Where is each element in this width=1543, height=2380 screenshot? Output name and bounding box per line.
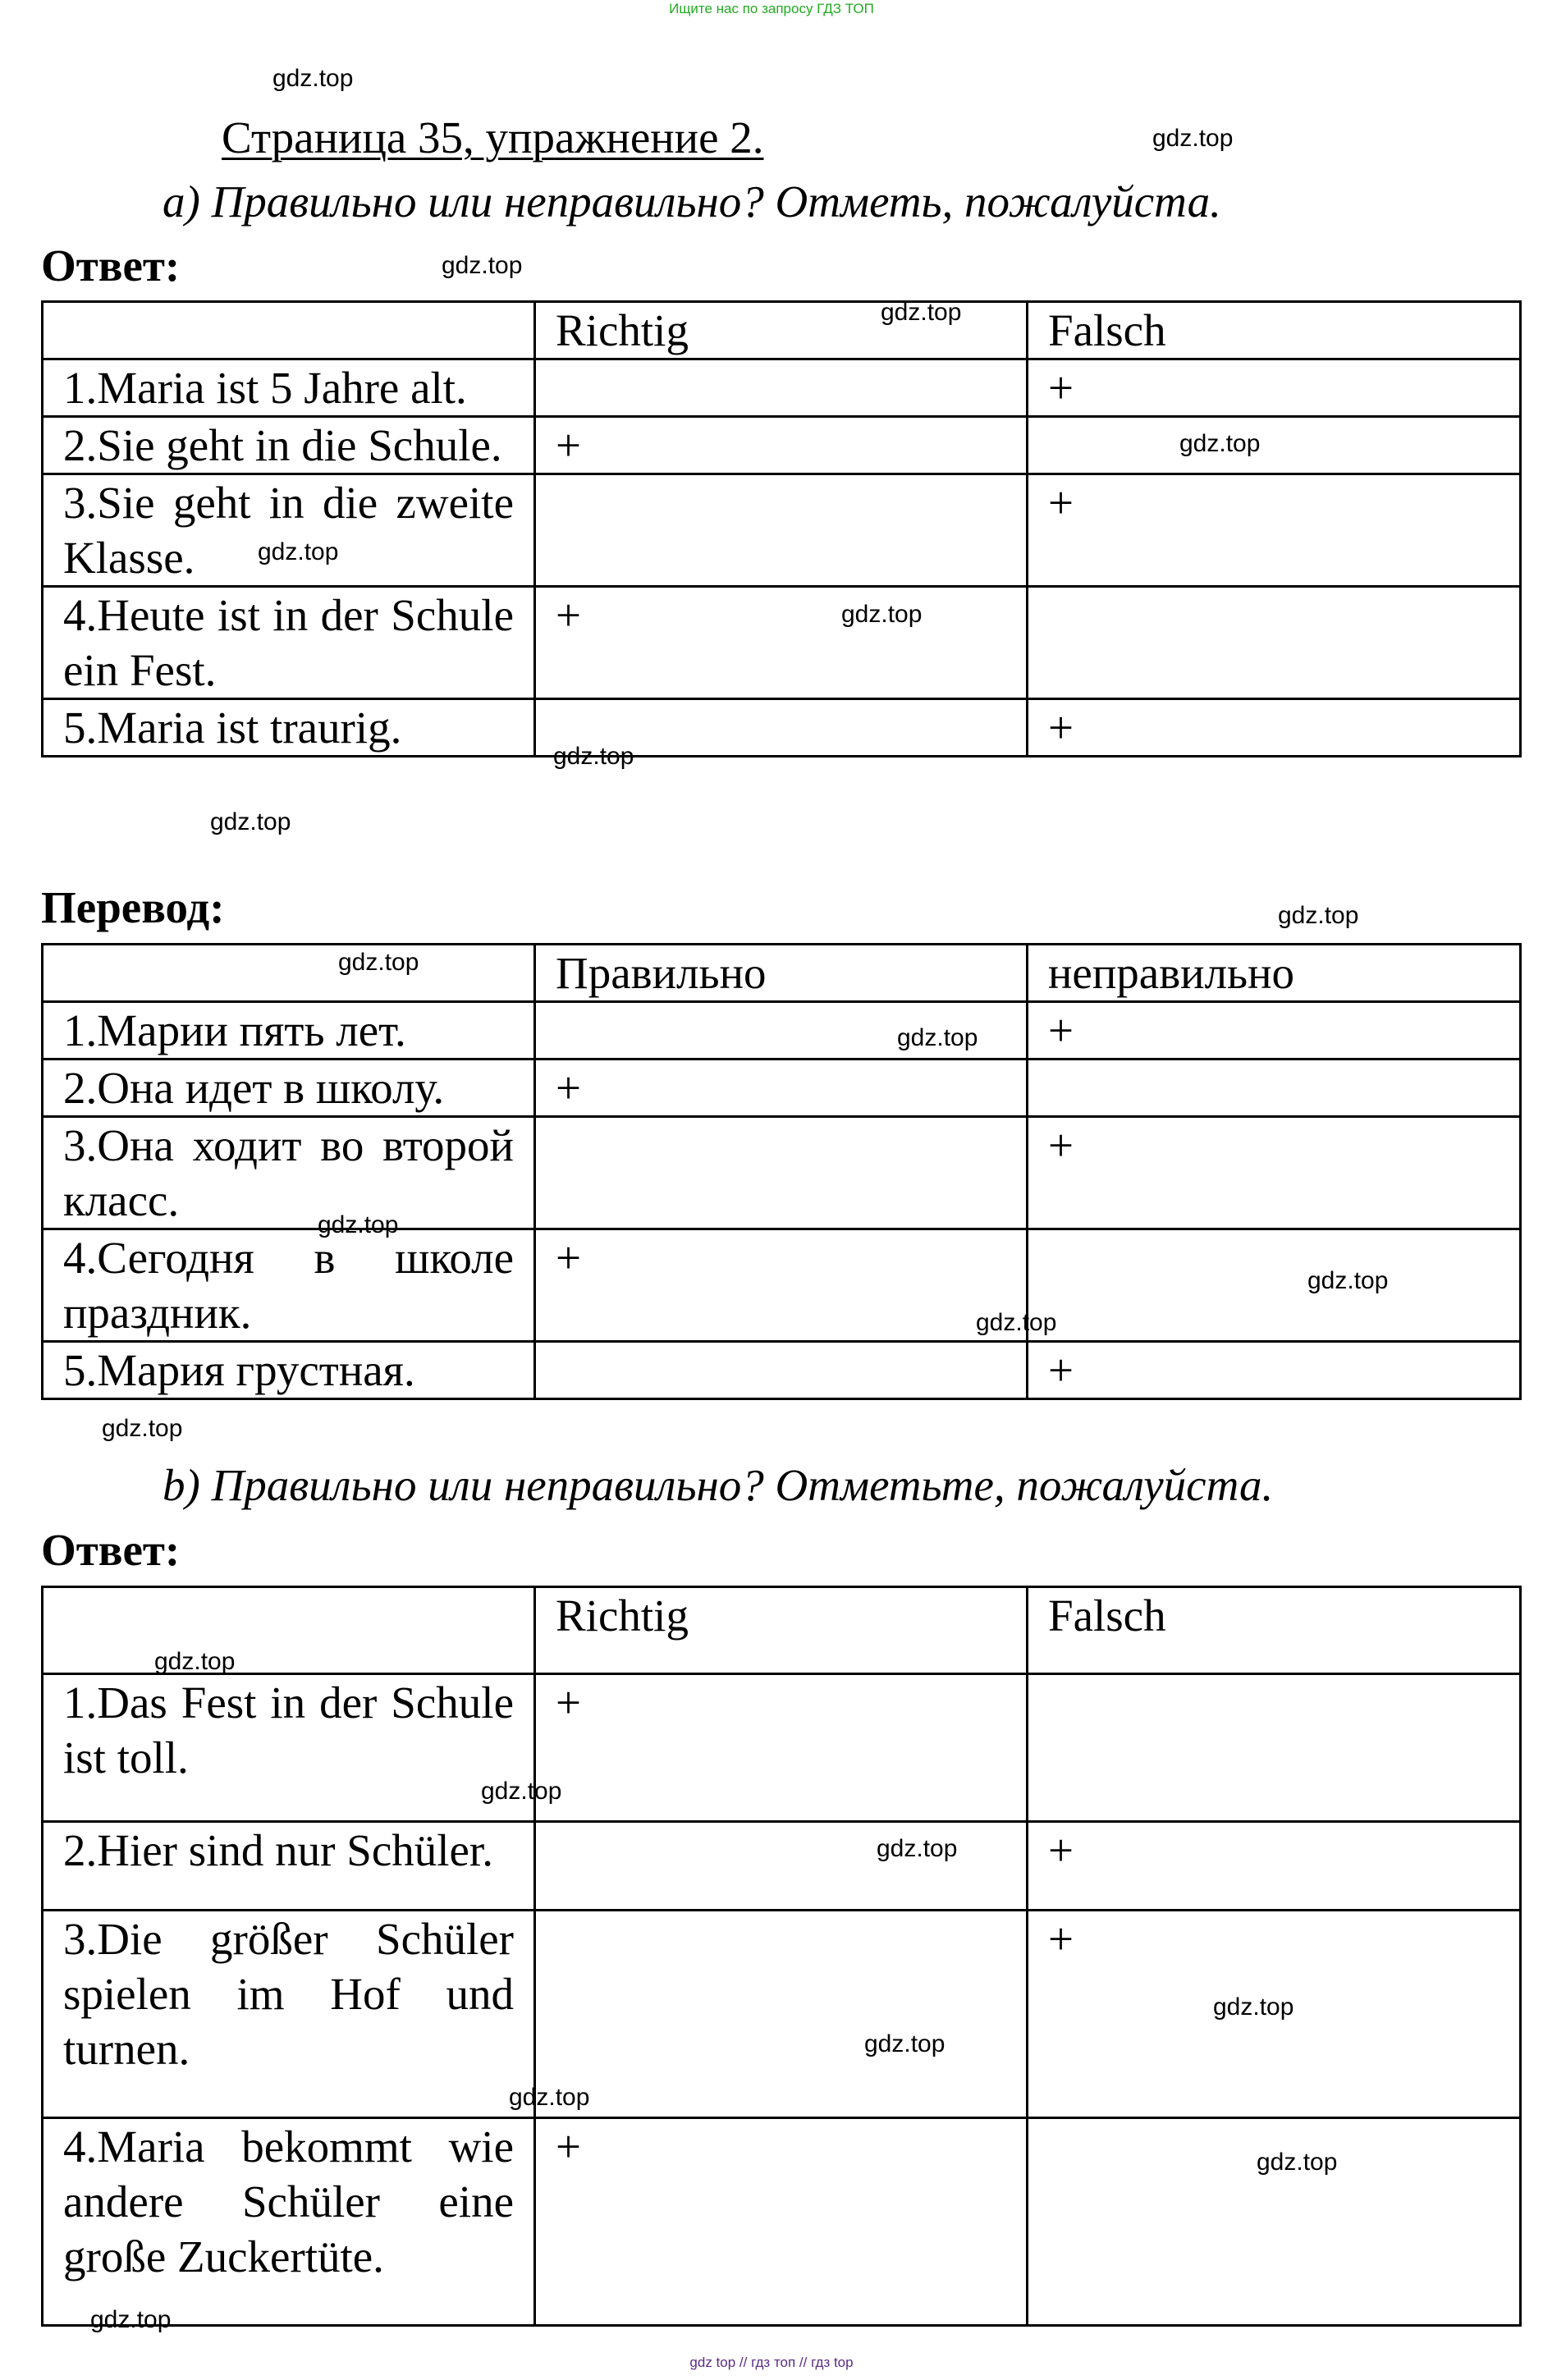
table-header-row — [43, 1587, 1521, 1674]
table-row — [43, 2118, 1521, 2326]
mark-cell — [1028, 1229, 1521, 1342]
table-row — [43, 359, 1521, 417]
statement-cell: 1.Марии пять лет. — [43, 1002, 535, 1060]
mark-cell — [1028, 587, 1521, 699]
table-row — [43, 1229, 1521, 1342]
header-cell-pravilno: Правильно — [535, 945, 1028, 1002]
watermark: gdz.top — [442, 252, 523, 279]
watermark: gdz.top — [1257, 2149, 1338, 2176]
watermark: gdz.top — [1213, 1993, 1294, 2021]
mark-cell: + — [535, 587, 1028, 699]
statement-cell: 1.Maria ist 5 Jahre alt. — [43, 359, 535, 417]
statement-cell: 5.Мария грустная. — [43, 1342, 535, 1399]
answer-label-b: Ответ: — [41, 1525, 181, 1575]
translation-table — [41, 943, 1522, 1400]
page-title: Страница 35, упражнение 2. — [222, 112, 764, 162]
translation-label: Перевод: — [41, 882, 225, 932]
answer-label-a: Ответ: — [41, 240, 181, 291]
statement-cell: 5.Maria ist traurig. — [43, 699, 535, 757]
mark-cell: + — [1028, 1002, 1521, 1060]
header-cell-falsch: Falsch — [1028, 1587, 1521, 1674]
table-row — [43, 1822, 1521, 1911]
statement-cell: 2.Она идет в школу. — [43, 1060, 535, 1117]
statement-cell: 3.Она ходит во второй класс. — [43, 1117, 535, 1229]
mark-cell — [535, 699, 1028, 757]
statement-cell: 3.Die größer Schüler spielen im Hof und turnen. — [43, 1911, 535, 2118]
watermark: gdz.top — [897, 1024, 978, 1051]
watermark: gdz.top — [1152, 125, 1234, 152]
watermark: gdz.top — [1179, 430, 1261, 457]
table-row — [43, 587, 1521, 699]
search-banner: Ищите нас по запросу ГДЗ ТОП — [669, 1, 874, 16]
mark-cell — [1028, 1674, 1521, 1822]
mark-cell — [535, 1822, 1028, 1911]
mark-cell: + — [1028, 1822, 1521, 1911]
mark-cell — [535, 359, 1028, 417]
header-cell-nepravilno: неправильно — [1028, 945, 1521, 1002]
table-row — [43, 1060, 1521, 1117]
watermark: gdz.top — [877, 1835, 958, 1862]
table-row — [43, 1342, 1521, 1399]
mark-cell: + — [535, 1060, 1028, 1117]
footer-watermark: gdz top // гдз топ // гдз top — [689, 2355, 854, 2370]
mark-cell — [535, 1342, 1028, 1399]
watermark: gdz.top — [1278, 902, 1359, 929]
mark-cell — [1028, 2118, 1521, 2326]
mark-cell: + — [1028, 1342, 1521, 1399]
statement-cell: 2.Sie geht in die Schule. — [43, 417, 535, 474]
answer-table-a — [41, 300, 1522, 757]
mark-cell — [1028, 1060, 1521, 1117]
watermark: gdz.top — [102, 1415, 183, 1442]
mark-cell — [535, 1911, 1028, 2118]
mark-cell: + — [1028, 359, 1521, 417]
header-cell-falsch: Falsch — [1028, 302, 1521, 359]
mark-cell: + — [535, 1229, 1028, 1342]
watermark: gdz.top — [976, 1309, 1057, 1336]
task-a-heading: a) Правильно или неправильно? Отметь, пожалуйста. — [163, 176, 1221, 227]
statement-cell: 4.Heute ist in der Schule ein Fest. — [43, 587, 535, 699]
mark-cell: + — [1028, 699, 1521, 757]
header-cell — [43, 945, 535, 1002]
watermark: gdz.top — [272, 65, 354, 92]
statement-cell: 3.Sie geht in die zweite Klasse. — [43, 474, 535, 587]
statement-cell: 1.Das Fest in der Schule ist toll. — [43, 1674, 535, 1822]
header-cell — [43, 1587, 535, 1674]
mark-cell: + — [535, 1674, 1028, 1822]
statement-cell: 4.Сегодня в школе праздник. — [43, 1229, 535, 1342]
mark-cell: + — [535, 417, 1028, 474]
mark-cell — [535, 1117, 1028, 1229]
mark-cell: + — [535, 2118, 1028, 2326]
watermark: gdz.top — [258, 538, 339, 565]
table-row — [43, 1002, 1521, 1060]
watermark: gdz.top — [210, 808, 291, 835]
mark-cell: + — [1028, 1117, 1521, 1229]
watermark: gdz.top — [154, 1648, 236, 1675]
watermark: gdz.top — [864, 2030, 945, 2057]
answer-table-b — [41, 1586, 1522, 2327]
header-cell-richtig: Richtig — [535, 302, 1028, 359]
mark-cell — [535, 474, 1028, 587]
header-cell-richtig: Richtig — [535, 1587, 1028, 1674]
table-row — [43, 1911, 1521, 2118]
table-row — [43, 1117, 1521, 1229]
watermark: gdz.top — [90, 2306, 172, 2333]
watermark: gdz.top — [1307, 1267, 1389, 1294]
table-row — [43, 1674, 1521, 1822]
watermark: gdz.top — [881, 299, 962, 326]
watermark: gdz.top — [338, 949, 419, 976]
statement-cell: 4.Maria bekommt wie andere Schüler eine große Zuckertüte. — [43, 2118, 535, 2326]
statement-cell: 2.Hier sind nur Schüler. — [43, 1822, 535, 1911]
header-cell — [43, 302, 535, 359]
watermark: gdz.top — [841, 601, 923, 628]
table-row — [43, 417, 1521, 474]
mark-cell — [1028, 417, 1521, 474]
mark-cell: + — [1028, 474, 1521, 587]
watermark: gdz.top — [318, 1211, 399, 1238]
mark-cell: + — [1028, 1911, 1521, 2118]
task-b-heading: b) Правильно или неправильно? Отметьте, пожалуйста. — [163, 1460, 1274, 1510]
watermark: gdz.top — [481, 1778, 562, 1805]
watermark: gdz.top — [553, 743, 634, 770]
table-header-row — [43, 302, 1521, 359]
table-row — [43, 474, 1521, 587]
watermark: gdz.top — [509, 2084, 590, 2111]
table-row — [43, 699, 1521, 757]
table-header-row — [43, 945, 1521, 1002]
mark-cell — [535, 1002, 1028, 1060]
